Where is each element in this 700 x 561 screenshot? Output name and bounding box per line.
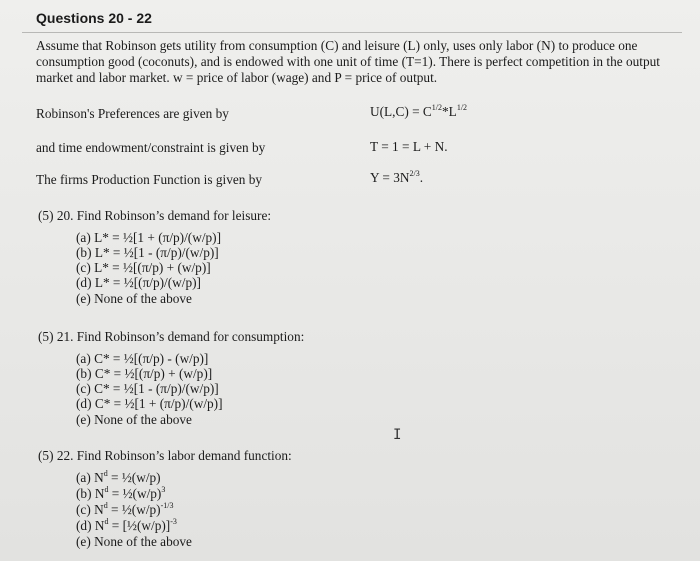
q22-option-d[interactable]: (d) $N^d$ = [½(w/p)]$^{-3}$ bbox=[76, 517, 177, 533]
q22-option-a[interactable]: (a) $N^d$ = ½(w/p) bbox=[76, 469, 161, 485]
q21-option-d[interactable]: (d) C* = ½[1 + (π/p)/(w/p)] bbox=[76, 396, 223, 411]
intro-paragraph: Assume that Robinson gets utility from consumption (C) and leisure (L) only, uses only labor (N) to produce one consumption good (coconuts), and is endowed with one unit of time (T=1). There is perfect competition in the output market and labor market. w = price of labor (wage) and P = price of output. bbox=[36, 38, 660, 85]
q22-option-e[interactable]: (e) None of the above bbox=[76, 534, 192, 549]
q22-option-c[interactable]: (c) $N^d$ = $\frac{1}{2}(w/p)^{-1/3}$ bbox=[76, 501, 174, 517]
production-label: The firms Production Function is given by bbox=[36, 172, 263, 187]
question-22-prompt: (5) 22. Find Robinson’s labor demand function: bbox=[38, 448, 292, 463]
question-20-prompt: (5) 20. Find Robinson’s demand for leisure: bbox=[38, 208, 272, 223]
q21-option-c[interactable]: (c) C* = ½[1 - (π/p)/(w/p)] bbox=[76, 381, 219, 396]
text-cursor-icon: I bbox=[393, 427, 402, 443]
q20-option-d[interactable]: (d) L* = ½[(π/p)/(w/p)] bbox=[76, 275, 201, 290]
utility-equation: $U(L,C) = C^{1/2}*L^{1/2}$ bbox=[370, 103, 468, 119]
q21-option-a[interactable]: (a) C* = ½[(π/p) - (w/p)] bbox=[76, 351, 209, 366]
question-21-prompt: (5) 21. Find Robinson’s demand for consumption: bbox=[38, 329, 305, 344]
preferences-label: Robinson's Preferences are given by bbox=[36, 106, 229, 121]
q20-option-b[interactable]: (b) L* = ½[1 - (π/p)/(w/p)] bbox=[76, 245, 219, 260]
q21-option-e[interactable]: (e) None of the above bbox=[76, 412, 192, 427]
production-equation: $Y = 3N^{2/3}$. bbox=[370, 169, 424, 185]
q21-option-b[interactable]: (b) C* = ½[(π/p) + (w/p)] bbox=[76, 366, 213, 381]
q22-option-b[interactable]: (b) $N^d$ = $\frac{1}{2}(w/p)^3$ bbox=[76, 485, 166, 501]
q20-option-e[interactable]: (e) None of the above bbox=[76, 291, 192, 306]
endowment-label: and time endowment/constraint is given by bbox=[36, 140, 266, 155]
q20-option-a[interactable]: (a) L* = ½[1 + (π/p)/(w/p)] bbox=[76, 230, 222, 245]
divider bbox=[22, 32, 682, 33]
endowment-equation: T = 1 = L + N. bbox=[370, 139, 448, 154]
page-title: Questions 20 - 22 bbox=[36, 10, 152, 26]
q20-option-c[interactable]: (c) L* = ½[(π/p) + (w/p)] bbox=[76, 260, 211, 275]
